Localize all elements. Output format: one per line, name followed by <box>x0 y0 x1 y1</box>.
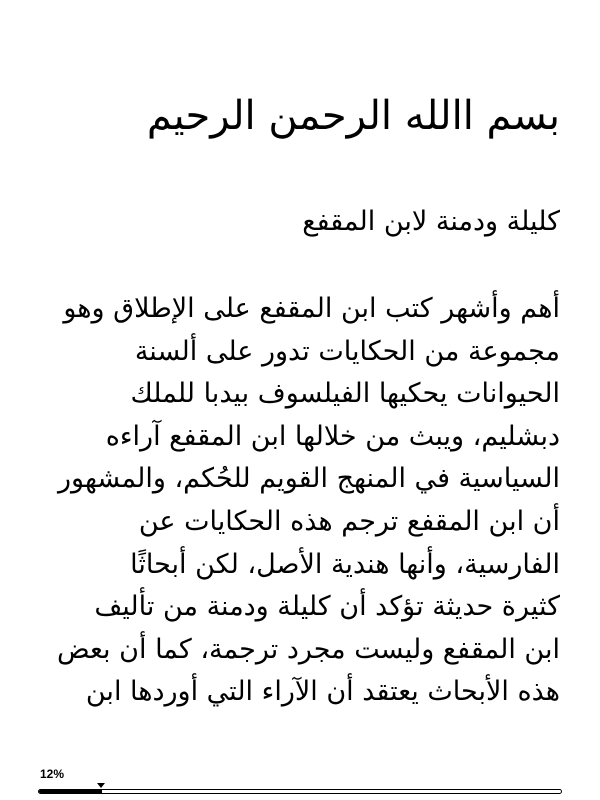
chapter-title: كليلة ودمنة لابن المقفع <box>302 206 560 237</box>
text-line: أن ابن المقفع ترجم هذه الحكايات عن <box>138 505 560 537</box>
progress-marker-icon[interactable] <box>97 783 105 788</box>
text-line: الحيوانات يحكيها الفيلسوف بيدبا للملك <box>130 378 560 410</box>
progress-fill <box>39 790 102 793</box>
text-line: السياسية في المنهج القويم للحُكم، والمشهور <box>57 463 560 495</box>
text-line: الفارسية، وأنها هندية الأصل، لكن أبحاثًا <box>130 548 560 580</box>
reader-footer <box>0 760 600 800</box>
text-line: دبشليم، ويبث من خلالها ابن المقفع آراءه <box>105 420 560 452</box>
text-line: ابن المقفع وليست مجرد ترجمة، كما أن بعض <box>56 633 560 665</box>
text-line: كثيرة حديثة تؤكد أن كليلة ودمنة من تأليف <box>94 591 560 623</box>
basmala-heading: بسم االله الرحمن الرحيم <box>146 93 560 139</box>
progress-percent: 12% <box>40 767 65 781</box>
body-text <box>40 288 560 714</box>
reading-progress-bar[interactable] <box>38 789 562 794</box>
text-line: هذه الأبحاث يعتقد أن الآراء التي أوردها ابن <box>85 676 560 708</box>
text-line: أهم وأشهر كتب ابن المقفع على الإطلاق وهو <box>63 293 560 324</box>
text-line: مجموعة من الحكايات تدور على ألسنة <box>134 335 560 367</box>
